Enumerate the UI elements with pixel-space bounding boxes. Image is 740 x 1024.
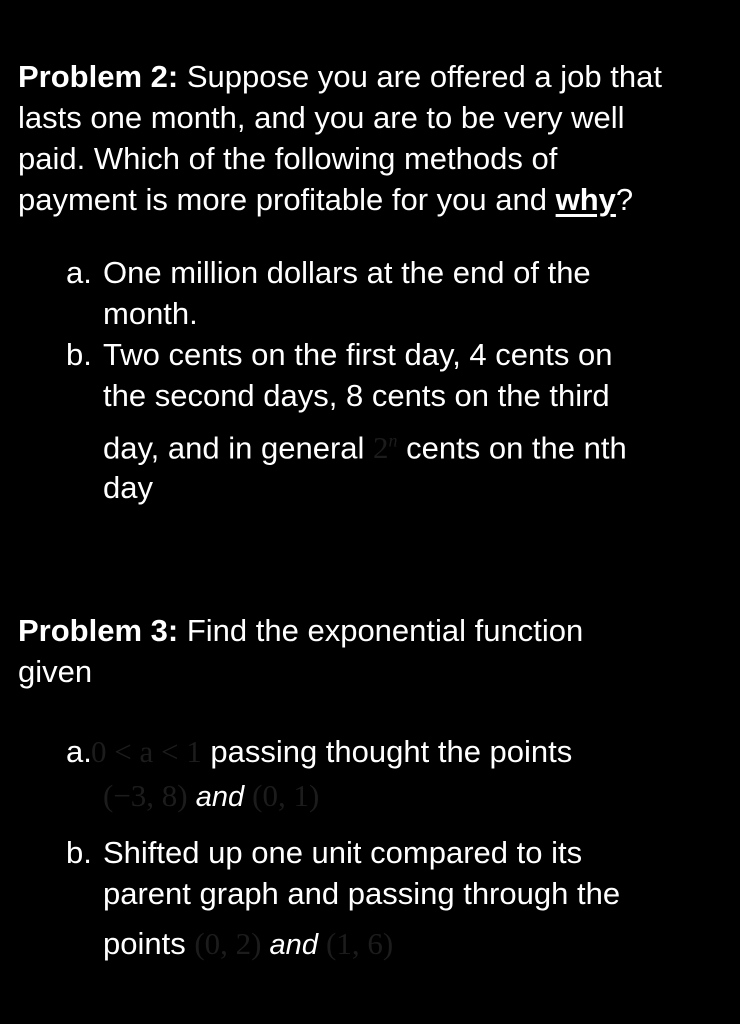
option-3b-marker: b. (66, 835, 92, 870)
option-b-text-3b: cents on the nth (397, 430, 627, 466)
option-b-line-3 (103, 416, 706, 473)
option-a-line-1: One million dollars at the end of the (103, 255, 591, 290)
problem-2-text-1: Suppose you are offered a job that (178, 59, 662, 94)
problem-2-option-b (66, 334, 706, 508)
math-point-neg3-8: (−3, 8) (103, 778, 188, 813)
problem-2-line-1 (18, 56, 728, 97)
problem-2-line-2: lasts one month, and you are to be very well (18, 100, 625, 135)
option-3a-body (91, 726, 706, 823)
and-word-2: and (261, 929, 326, 961)
and-word-1: and (187, 781, 253, 813)
option-3a-text-1: passing thought the points (201, 734, 573, 769)
option-3b-line-1: Shifted up one unit compared to its (103, 835, 583, 870)
option-b-body (103, 334, 706, 508)
option-3b-line-3 (103, 914, 706, 975)
option-a-body (103, 252, 706, 334)
option-b-line-2: the second days, 8 cents on the third (103, 378, 610, 413)
problem-2-text-4: payment is more profitable for you and (18, 182, 556, 217)
math-a-range: 0 < a < 1 (91, 734, 202, 769)
option-b-text-3a: day, and in general (103, 430, 374, 466)
problem-2-qmark: ? (615, 182, 634, 217)
option-3b-line-2: parent graph and passing through the (103, 876, 621, 911)
math-base: 2 (373, 430, 389, 466)
math-point-0-1: (0, 1) (252, 778, 320, 813)
option-3a-marker: a. (66, 734, 92, 769)
problem-2-statement (18, 56, 728, 220)
option-a-line-2: month. (103, 296, 198, 331)
option-b-line-4: day (103, 470, 153, 506)
problem-3-statement (18, 610, 728, 692)
math-exponent: n (388, 431, 398, 451)
option-3b-text-3: points (103, 926, 195, 961)
option-b-line-1: Two cents on the first day, 4 cents on (103, 337, 613, 372)
problem-3-text-1: Find the exponential function (178, 613, 584, 648)
why-emphasis: why (555, 182, 616, 217)
math-2-power-n (373, 430, 398, 465)
problem-3-line-1 (18, 610, 728, 651)
problem-3-option-b (66, 832, 706, 975)
problem-2-line-3: paid. Which of the following methods of (18, 141, 558, 176)
problem-3-line-2: given (18, 654, 93, 689)
problem-2-line-4 (18, 179, 728, 220)
problem-2-title: Problem 2: (18, 59, 179, 94)
math-point-1-6: (1, 6) (326, 926, 394, 961)
problem-2-option-a (66, 252, 706, 334)
math-point-0-2: (0, 2) (194, 926, 262, 961)
problem-3-title: Problem 3: (18, 613, 179, 648)
problem-3-option-a (66, 726, 706, 823)
option-b-marker: b. (66, 337, 92, 372)
option-a-marker: a. (66, 255, 92, 290)
option-3b-body (103, 832, 706, 975)
